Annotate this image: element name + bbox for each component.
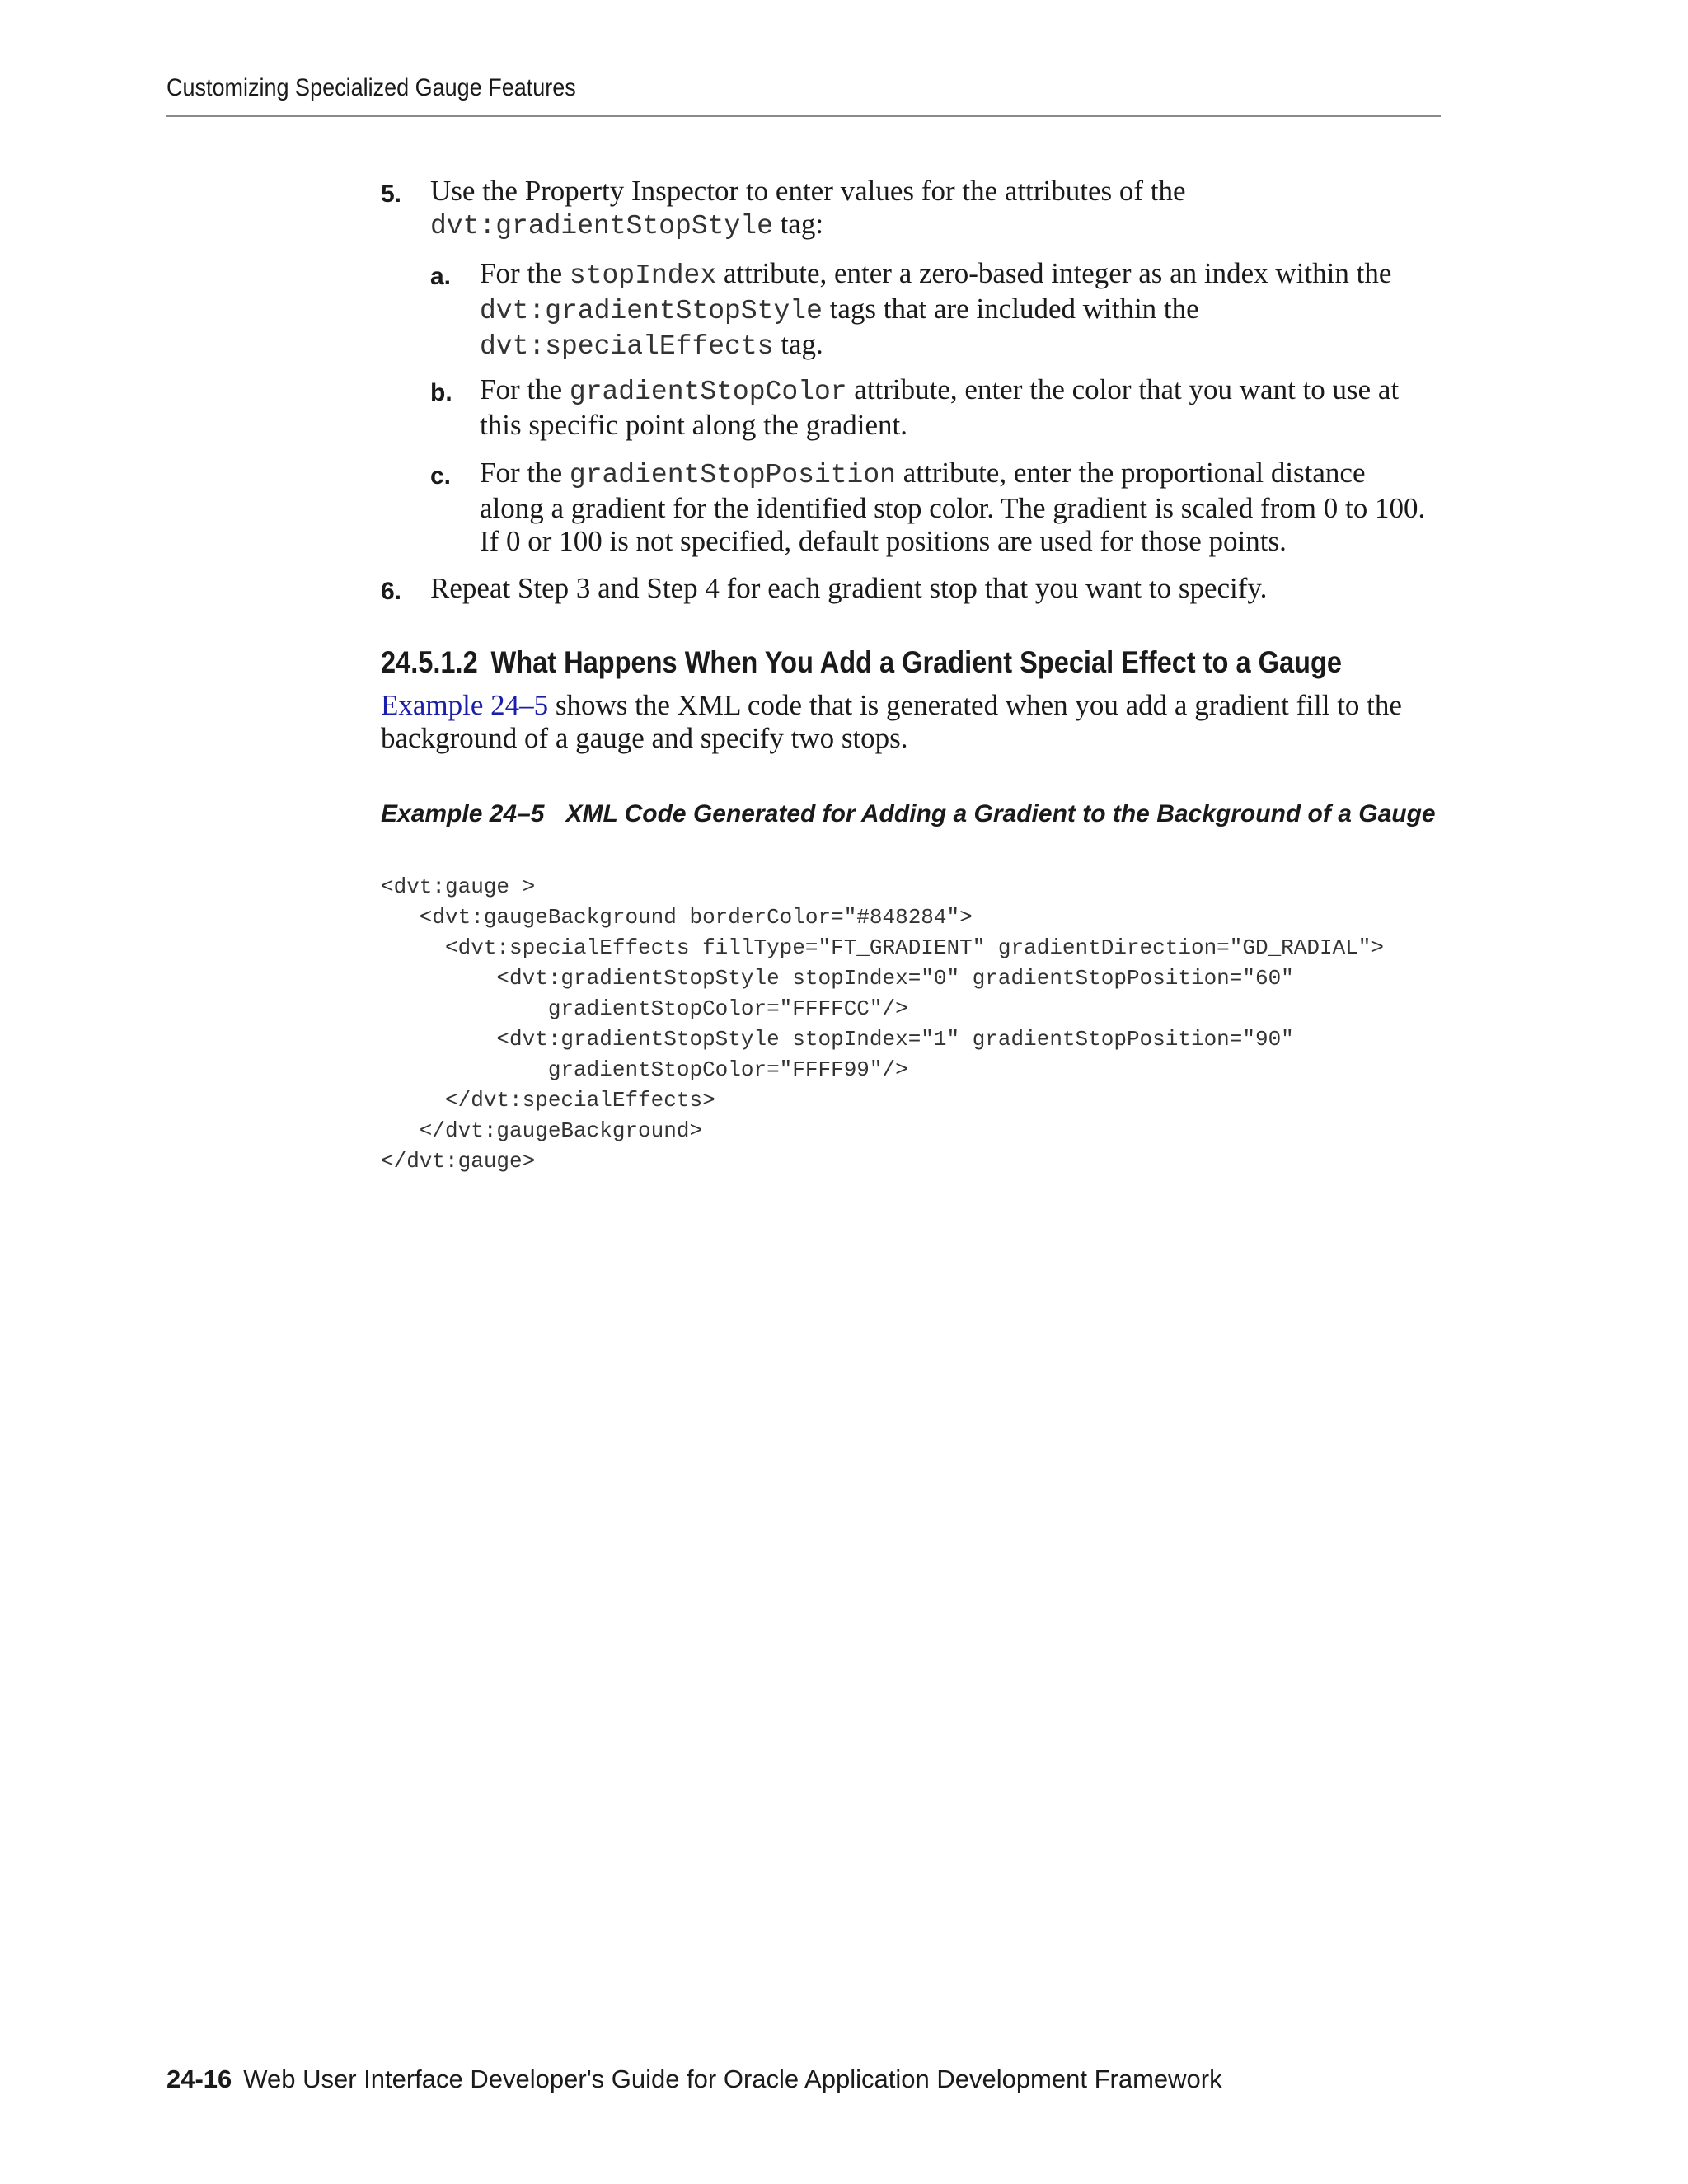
header-divider [166,115,1441,117]
inline-code: dvt:specialEffects [480,331,774,362]
step-6 [381,572,1444,605]
inline-code: stopIndex [569,260,717,291]
substep-label: c. [430,462,452,490]
body-paragraph: Example 24–5 shows the XML code that is generated when you add a gradient fill to the background of a gauge and specify two stops. [381,689,1402,754]
step-number: 6. [381,578,402,605]
section-number: 24.5.1.2 [381,645,478,679]
example-title: XML Code Generated for Adding a Gradient to the Background of a Gauge [565,800,1436,827]
running-header: Customizing Specialized Gauge Features [166,74,576,101]
substep-text: For the gradientStopPosition attribute, enter the proportional distance along a gradient for the identified stop color. The gradient is scaled from 0 to 100. If 0 or 100 is not specified, default positions are used for those points. [480,457,1426,557]
substep-label: b. [430,379,452,406]
substep-text: For the gradientStopColor attribute, enter the color that you want to use at this specific point along the gradient. [480,373,1400,441]
book-title: Web User Interface Developer's Guide for Oracle Application Development Framework [243,2064,1222,2093]
example-number: Example 24–5 [381,800,545,827]
example-xref-link[interactable]: Example 24–5 [381,689,549,721]
inline-code: gradientStopColor [569,377,847,407]
inline-code: dvt:gradientStopStyle [480,296,823,326]
substep-label: a. [430,263,452,290]
section-heading [381,644,1342,682]
step-text: Use the Property Inspector to enter values for the attributes of the dvt:gradientStopStyle tag: [430,175,1186,241]
substep-text: For the stopIndex attribute, enter a zero-based integer as an index within the dvt:gradientStopStyle tags that are included within the dvt:specialEffects tag. [480,257,1392,362]
xml-code-example: <dvt:gauge > <dvt:gaugeBackground borderColor="#848284"> <dvt:specialEffects fillType="FT_GRADIENT" gradientDirection="GD_RADIAL"> <dvt:gradientStopStyle stopIndex="0" gradientStopPosition="60" gradientStopColor="FFFFCC"/> <dvt:gradientStopStyle stopIndex="1" gradientStopPosition="90" gradientStopColor="FFFF99"/> </dvt:specialEffects> </dvt:gaugeBackground> </dvt:gauge> [381,874,1384,1174]
step-number: 5. [381,180,402,208]
step-text: Repeat Step 3 and Step 4 for each gradient stop that you want to specify. [430,572,1268,604]
section-title: What Happens When You Add a Gradient Special Effect to a Gauge [490,645,1342,679]
substep-b [381,373,1444,442]
substep-a [381,257,1444,363]
example-caption [381,799,1444,829]
page-footer [166,2064,1222,2094]
page-number: 24-16 [166,2064,232,2093]
step-5 [381,175,1444,243]
inline-code: dvt:gradientStopStyle [430,211,773,241]
substep-c [381,457,1444,558]
inline-code: gradientStopPosition [569,460,896,490]
